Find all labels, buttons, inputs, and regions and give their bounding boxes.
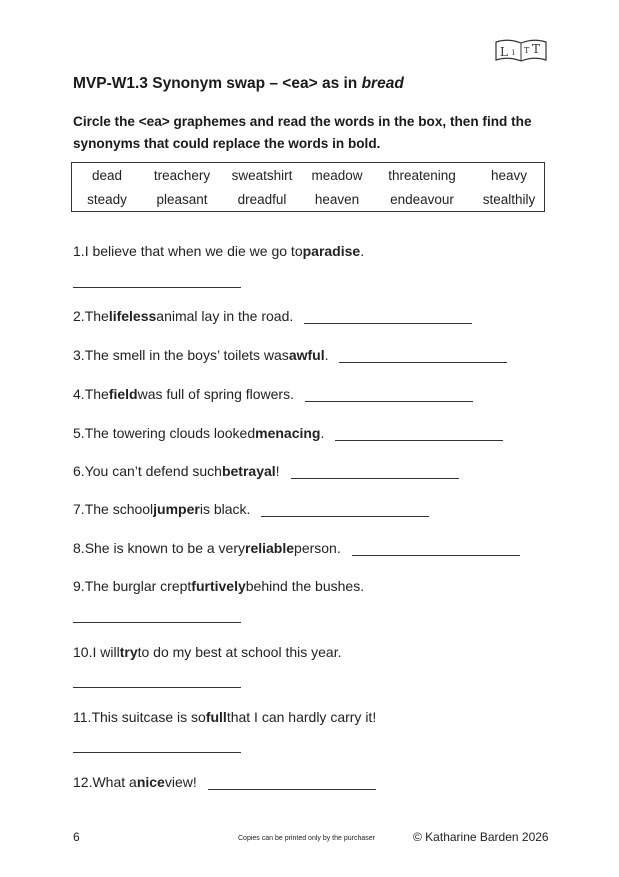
logo-letter-l: L [500, 45, 508, 59]
answer-line-1[interactable] [73, 287, 241, 288]
answer-line-8[interactable] [352, 543, 520, 556]
word-box-item: sweatshirt [231, 167, 293, 183]
question-5: 5. The towering clouds looked menacing . [73, 425, 503, 441]
word-box [71, 162, 545, 212]
copyright: © Katharine Barden 2026 [413, 830, 549, 844]
book-logo-icon [493, 36, 549, 66]
question-8: 8. She is known to be a very reliable person. [73, 540, 520, 556]
answer-line-9[interactable] [73, 622, 241, 623]
question-2: 2. The lifeless animal lay in the road. [73, 308, 472, 324]
word-box-item: threatening [388, 167, 456, 183]
logo-letter-i: i [512, 48, 515, 57]
word-box-item: steady [87, 191, 127, 207]
word-box-item: dreadful [237, 191, 287, 207]
word-box-item: meadow [311, 167, 363, 183]
question-10: 10. I will try to do my best at school this year. [73, 644, 342, 660]
answer-line-6[interactable] [291, 466, 459, 479]
word-box-item: stealthily [482, 191, 536, 207]
question-3: 3. The smell in the boys’ toilets was awful . [73, 347, 507, 363]
logo-letter-t-small: T [524, 46, 530, 55]
title-text: MVP-W1.3 Synonym swap – <ea> as in [73, 75, 362, 92]
answer-line-11[interactable] [73, 752, 241, 753]
word-box-item: dead [91, 167, 123, 183]
word-box-item: treachery [153, 167, 211, 183]
word-box-item: heavy [490, 167, 528, 183]
copy-notice: Copies can be printed only by the purchaser [238, 835, 375, 842]
question-11: 11. This suitcase is so full that I can hardly carry it! [73, 709, 377, 725]
answer-line-7[interactable] [261, 504, 429, 517]
question-4: 4. The field was full of spring flowers. [73, 386, 473, 402]
title-italic-word: bread [361, 75, 404, 92]
answer-line-2[interactable] [304, 311, 472, 324]
question-6: 6. You can’t defend such betrayal ! [73, 463, 459, 479]
question-9: 9. The burglar crept furtively behind the bushes. [73, 578, 365, 594]
word-box-item: pleasant [156, 191, 208, 207]
answer-line-3[interactable] [339, 350, 507, 363]
page-number: 6 [73, 830, 80, 844]
question-1: 1. I believe that when we die we go to paradise . [73, 243, 365, 259]
answer-line-5[interactable] [335, 428, 503, 441]
question-12: 12. What a nice view! [73, 774, 376, 790]
answer-line-10[interactable] [73, 687, 241, 688]
logo-letter-t: T [532, 42, 541, 56]
page-title [73, 75, 404, 93]
answer-line-12[interactable] [208, 777, 376, 790]
question-7: 7. The school jumper is black. [73, 501, 429, 517]
word-box-item: heaven [314, 191, 360, 207]
answer-line-4[interactable] [305, 389, 473, 402]
word-box-item: endeavour [390, 191, 454, 207]
instructions: Circle the <ea> graphemes and read the words in the box, then find the synonyms that could replace the words in bold. [73, 114, 532, 151]
